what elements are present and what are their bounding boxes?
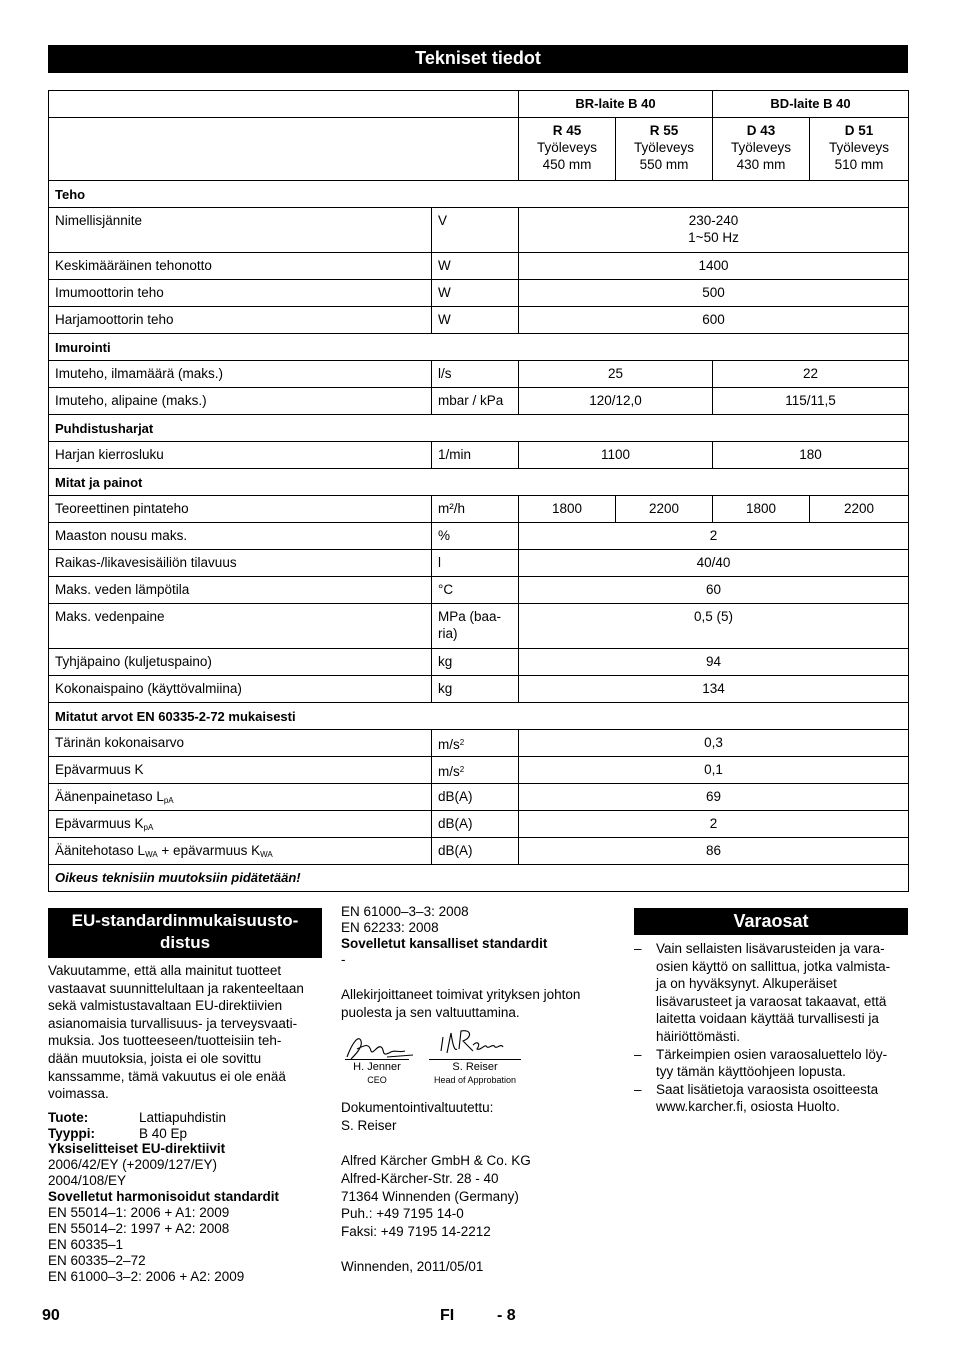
table-row: Nimellisjännite V 230-240 1~50 Hz <box>49 208 909 253</box>
eu-intro: Vakuutamme, että alla mainitut tuotteet vastaavat suunnittelultaan ja rakenteeltaan sekä valmistustavaltaan EU-direktiivien asianomaisia turvallisuus- ja terveysvaati- muksia. Jos tuotteeseen/tuotteisiin teh- dään muutoksia, joista ei ole sovittu kanssamme, tämä vakuutus ei ole enää voimassa. <box>48 963 304 1102</box>
model-d43: D 43 Työleveys 430 mm <box>713 118 810 181</box>
table-row: Tärinän kokonaisarvo $m/s^2$ 0,3 <box>49 730 909 757</box>
signature-reiser-icon <box>437 1027 509 1059</box>
table-row: Maks. veden lämpötila °C 60 <box>49 577 909 604</box>
table-row: Äänenpainetaso $L_{pA}$ dB(A) 69 <box>49 784 909 811</box>
list-item: – Vain sellaisten lisävarusteiden ja vara- osien käyttö on sallittua, jotka valmista- ja on hyväksynyt. Alkuperäiset lisävarusteet ja varaosat takaavat, että laitetta voidaan käyttää turvallisesti ja häiriöttömästi. <box>634 940 908 1046</box>
group-br-header: BR-laite B 40 <box>519 91 713 118</box>
eu-declaration-continued: EN 61000–3–3: 2008 EN 62233: 2008 Sovelletut kansalliset standardit - Allekirjoittaneet toimivat yrityksen johton puolesta ja sen valtuuttamina. H. Jenner CEO S. Reiser Head of Approbation Dokumentointivaltuutettu: S. Reiser Alfred Kärcher GmbH & Co. KG Alfred-Kärcher-Str. 28 - 40 71364 Winnenden (Germany) Puh.: +49 7195 14-0 Faksi: +49 7195 14-2212 Winnenden, 2011/05/01 <box>341 904 616 1276</box>
section-row: Puhdistusharjat <box>49 415 909 442</box>
section-row: Mitat ja painot <box>49 469 909 496</box>
eu-declaration-title: EU-standardinmukaisuusto- distus <box>48 908 322 958</box>
table-header-models <box>49 118 909 181</box>
group-bd-header: BD-laite B 40 <box>713 91 909 118</box>
section-row: Teho <box>49 181 909 208</box>
table-row: Harjan kierrosluku 1/min 1100 180 <box>49 442 909 469</box>
table-row: Teoreettinen pintateho m²/h 1800 2200 1800 2200 <box>49 496 909 523</box>
footnote-row: Oikeus teknisiin muutoksiin pidätetään! <box>49 865 909 892</box>
table-row: Keskimääräinen tehonotto W 1400 <box>49 253 909 280</box>
list-item: – Saat lisätietoja varaosista osoitteesta www.karcher.fi, osiosta Huolto. <box>634 1081 908 1116</box>
signatures <box>341 1027 616 1087</box>
section-row: Mitatut arvot EN 60335-2-72 mukaisesti <box>49 703 909 730</box>
spare-parts-text <box>634 940 908 1116</box>
signature-block-reiser: S. Reiser Head of Approbation <box>429 1059 521 1087</box>
table-row: Tyhjäpaino (kuljetuspaino) kg 94 <box>49 649 909 676</box>
eu-declaration-text <box>48 962 322 1285</box>
table-row: Epävarmuus K $m/s^2$ 0,1 <box>49 757 909 784</box>
table-row: Kokonaispaino (käyttövalmiina) kg 134 <box>49 676 909 703</box>
table-row: Raikas-/likavesisäiliön tilavuus l 40/40 <box>49 550 909 577</box>
model-r45: R 45 Työleveys 450 mm <box>519 118 616 181</box>
section-title: Tekniset tiedot <box>48 45 908 73</box>
table-row: Epävarmuus $K_{pA}$ dB(A) 2 <box>49 811 909 838</box>
table-header-groups <box>49 91 909 118</box>
language-code: FI <box>440 1307 455 1324</box>
table-row: Harjamoottorin teho W 600 <box>49 307 909 334</box>
signature-block-jenner: H. Jenner CEO <box>345 1059 409 1087</box>
model-r55: R 55 Työleveys 550 mm <box>616 118 713 181</box>
spare-parts-title: Varaosat <box>634 908 908 935</box>
table-row: Maaston nousu maks. % 2 <box>49 523 909 550</box>
place-date: Winnenden, 2011/05/01 <box>341 1259 484 1275</box>
product-info: Tuote: Lattiapuhdistin Tyyppi: B 40 Ep Yksiselitteiset EU-direktiivit 2006/42/EY (+2009/127/EY) 2004/108/EY Sovelletut harmonisoidut standardit EN 55014–1: 2006 + A1: 2009 EN 55014–2: 1997 + A2: 2008 EN 60335–1 EN 60335–2–72 EN 61000–3–2: 2006 + A2: 2009 <box>48 1109 280 1285</box>
list-item: – Tärkeimpien osien varaosaluettelo löy- tyy tämän käyttöohjeen lopusta. <box>634 1046 908 1081</box>
table-row: Äänitehotaso $L_{WA}$ + epävarmuus $K_{WA}$ dB(A) 86 <box>49 838 909 865</box>
table-row: Imuteho, alipaine (maks.) mbar / kPa 120/12,0 115/11,5 <box>49 388 909 415</box>
model-d51: D 51 Työleveys 510 mm <box>810 118 909 181</box>
table-row: Imumoottorin teho W 500 <box>49 280 909 307</box>
table-row: Imuteho, ilmamäärä (maks.) l/s 25 22 <box>49 361 909 388</box>
table-row: Maks. vedenpaine MPa (baa- ria) 0,5 (5) <box>49 604 909 649</box>
section-page: - 8 <box>497 1307 516 1324</box>
section-row: Imurointi <box>49 334 909 361</box>
page-number: 90 <box>42 1307 60 1324</box>
technical-data-table <box>48 90 909 892</box>
